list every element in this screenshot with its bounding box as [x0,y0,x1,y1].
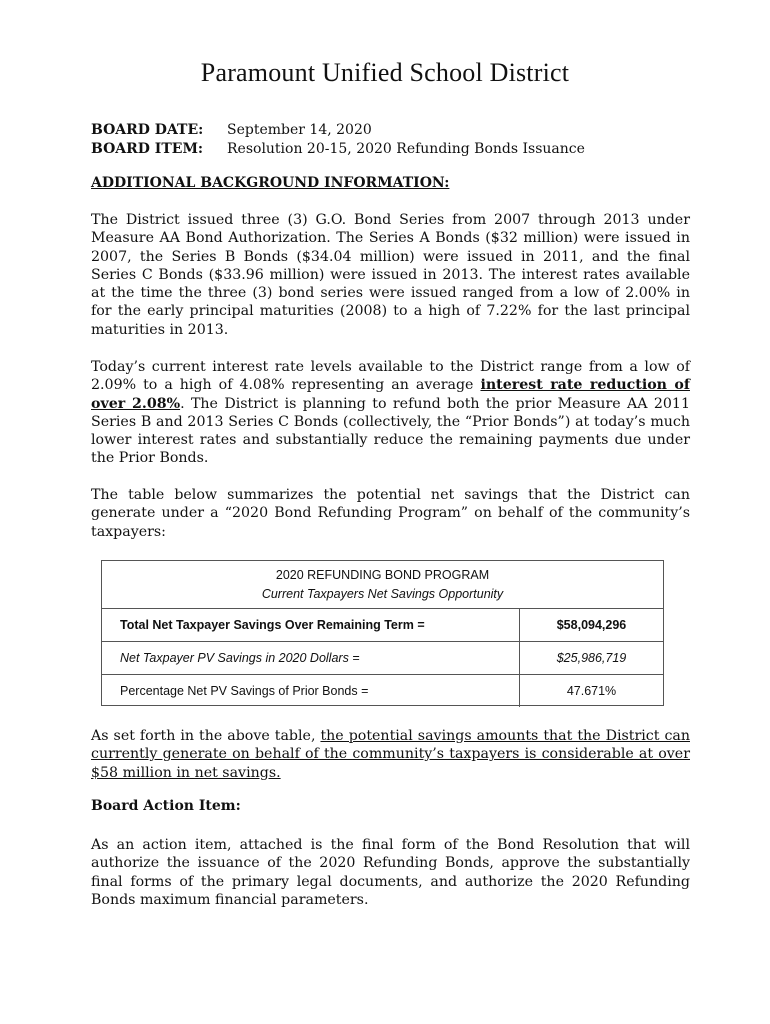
paragraph-savings-summary-text: As set forth in the above table, [91,728,321,744]
table-row-value: 47.671% [566,684,617,698]
paragraph-board-action: As an action item, attached is the final form of the Bond Resolution that will authorize the issuance of the 2020 Refunding Bonds, approve the substantially final forms of the primary legal documents, and authorize the 2020 Refunding Bonds maximum financial parameters. [91,837,690,908]
board-date-value: September 14, 2020 [227,122,372,138]
interest-rate-reduction-emphasis: interest rate reduction of over 2.08% [91,377,690,412]
board-date-label: BOARD DATE: [91,122,204,138]
paragraph-savings-summary [91,727,690,782]
board-item-label: BOARD ITEM: [91,141,204,157]
savings-table-title: 2020 REFUNDING BOND PROGRAM [275,567,490,582]
table-row-label: Percentage Net PV Savings of Prior Bonds = [102,675,520,707]
board-date-row [91,121,585,140]
page-title: Paramount Unified School District [200,58,570,87]
table-row [102,642,663,675]
board-item-row [91,140,585,159]
board-action-heading: Board Action Item: [91,798,241,814]
board-item-value: Resolution 20-15, 2020 Refunding Bonds Issuance [227,141,585,157]
table-row-label: Total Net Taxpayer Savings Over Remaining Term = [102,609,520,641]
table-row [102,609,663,642]
table-row [102,675,663,707]
savings-table-header [102,561,663,609]
paragraph-table-intro: The table below summarizes the potential net savings that the District can generate under a “2020 Bond Refunding Program” on behalf of the community’s taxpayers: [91,487,690,540]
savings-table [101,560,664,706]
paragraph-bond-history: The District issued three (3) G.O. Bond Series from 2007 through 2013 under Measure AA Bond Authorization. The Series A Bonds ($32 million) were issued in 2007, the Series B Bonds ($34.04 million) were issued in 2011, and the final Series C Bonds ($33.96 million) were issued in 2013. The interest rates available at the time the three (3) bond series were issued ranged from a low of 2.00% in for the early principal maturities (2008) to a high of 7.22% for the last principal maturities in 2013. [91,212,690,338]
savings-table-subtitle: Current Taxpayers Net Savings Opportunity [261,586,504,601]
paragraph-interest-rates-text-b: . The District is planning to refund both the prior Measure AA 2011 Series B and 2013 Series C Bonds (collectively, the “Prior Bonds”) at today’s much lower interest rates and substantially reduce the remaining payments due under the Prior Bonds. [91,395,690,467]
paragraph-interest-rates-text-a: Today’s current interest rate levels available to the District range from a low of 2.09% to a high of 4.08% representing an average [91,359,690,394]
savings-summary-emphasis: the potential savings amounts that the District can currently generate on behalf of the community’s taxpayers is considerable at over $58 million in net savings. [91,728,690,781]
paragraph-interest-rates [91,358,690,468]
section-heading: ADDITIONAL BACKGROUND INFORMATION: [91,175,450,191]
table-row-label: Net Taxpayer PV Savings in 2020 Dollars = [102,642,520,674]
table-row-value: $25,986,719 [556,651,627,665]
board-meta [91,121,585,159]
table-row-value: $58,094,296 [556,618,627,632]
